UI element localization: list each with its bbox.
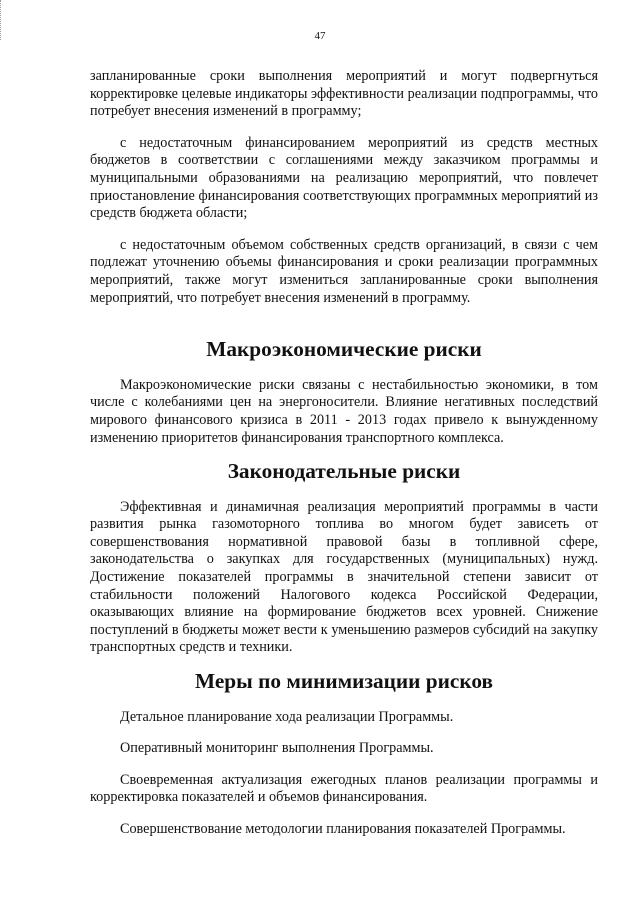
heading-macroeconomic-risks: Макроэкономические риски bbox=[206, 337, 482, 362]
spacer bbox=[90, 726, 598, 740]
paragraph-own-funds-risk: с недостаточным объемом собственных средств организаций, в связи с чем подлежат уточнению объемы финансирования и сроки реализации программных мероприятий, также могут измениться запланированные сроки выполнения мероприятий, что потребует внесения изменений в программу. bbox=[90, 236, 598, 306]
paragraph-local-budget-risk: с недостаточным финансированием мероприятий из средств местных бюджетов в соответствии с соглашениями между заказчиком программы и муниципальными образованиями на реализацию мероприятий, что повлечет приостановление финансирования соответствующих программных мероприятий из средств бюджета области; bbox=[90, 134, 598, 222]
heading-legislative-risks: Законодательные риски bbox=[227, 459, 461, 484]
spacer bbox=[90, 223, 598, 237]
measure-plan-update: Своевременная актуализация ежегодных планов реализации программы и корректировка показателей и объемов финансирования. bbox=[90, 771, 598, 806]
measure-monitoring: Оперативный мониторинг выполнения Программы. bbox=[120, 740, 434, 757]
paragraph-continuation: запланированные сроки выполнения мероприятий и могут подвергнуться корректировке целевые индикаторы эффективности реализации подпрограммы, что потребует внесения изменений в программу; bbox=[90, 68, 598, 120]
paragraph-legislative-risks: Эффективная и динамичная реализация мероприятий программы в части развития рынка газомоторного топлива во многом будет зависеть от совершенствования нормативной правовой базы в топливной сфере, законодательства о закупках для государственных (муниципальных) нужд. Достижение показателей программы в значительной степени зависит от стабильности положений Налогового кодекса Российской Федерации, оказывающих влияние на формирование бюджетов всех уровней. Снижение поступлений в бюджеты может вести к уменьшению размеров субсидий на закупку транспортных средств и техники. bbox=[90, 498, 598, 656]
spacer bbox=[90, 359, 598, 377]
spacer bbox=[90, 691, 598, 709]
page-content bbox=[90, 68, 598, 839]
spacer bbox=[90, 807, 598, 821]
page-number: 47 bbox=[314, 30, 326, 42]
measure-methodology: Совершенствование методологии планирования показателей Программы. bbox=[120, 821, 566, 837]
spacer bbox=[90, 758, 598, 772]
spacer bbox=[90, 307, 598, 341]
spacer bbox=[90, 481, 598, 499]
measure-detailed-planning: Детальное планирование хода реализации Программы. bbox=[120, 708, 454, 725]
paragraph-macroeconomic-risks: Макроэкономические риски связаны с нестабильностью экономики, в том числе с колебаниями цен на энергоносители. Влияние негативных последствий мирового финансового кризиса в 2011 - 2013 годах привело к вынужденному изменению приоритетов финансирования транспортного комплекса. bbox=[90, 376, 598, 446]
spacer bbox=[90, 121, 598, 135]
heading-risk-mitigation: Меры по минимизации рисков bbox=[195, 669, 493, 694]
